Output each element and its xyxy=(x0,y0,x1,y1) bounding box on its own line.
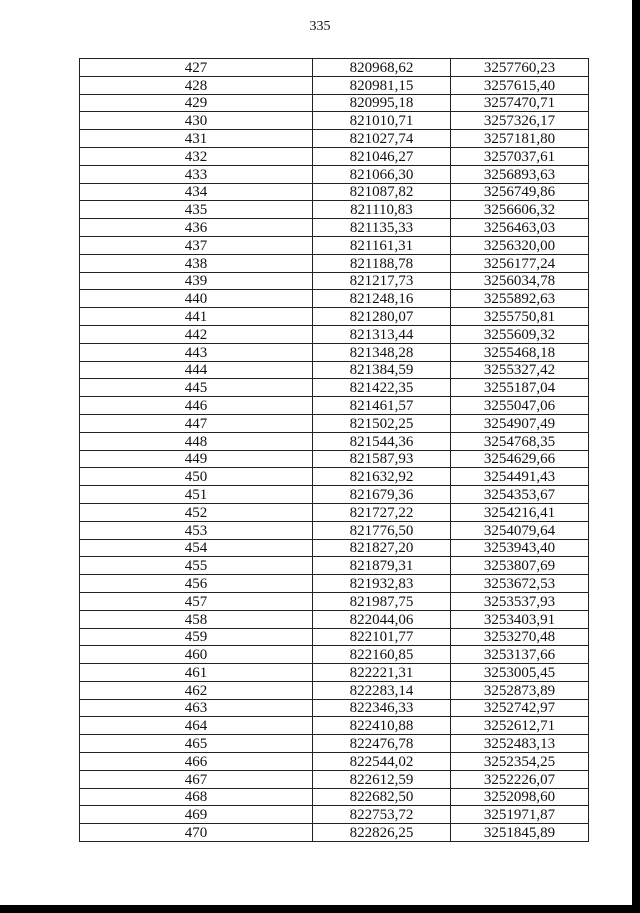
point-number-cell: 436 xyxy=(80,219,313,237)
table-row xyxy=(80,325,589,343)
table-row xyxy=(80,486,589,504)
x-coordinate-cell: 821502,25 xyxy=(313,414,451,432)
table-row xyxy=(80,165,589,183)
x-coordinate-cell: 821010,71 xyxy=(313,112,451,130)
table-row xyxy=(80,539,589,557)
point-number-cell: 428 xyxy=(80,76,313,94)
y-coordinate-cell: 3252742,97 xyxy=(451,699,589,717)
x-coordinate-cell: 820981,15 xyxy=(313,76,451,94)
y-coordinate-cell: 3257181,80 xyxy=(451,130,589,148)
point-number-cell: 449 xyxy=(80,450,313,468)
point-number-cell: 443 xyxy=(80,343,313,361)
x-coordinate-cell: 821727,22 xyxy=(313,503,451,521)
table-row xyxy=(80,699,589,717)
table-row xyxy=(80,753,589,771)
y-coordinate-cell: 3253537,93 xyxy=(451,592,589,610)
y-coordinate-cell: 3255327,42 xyxy=(451,361,589,379)
y-coordinate-cell: 3254629,66 xyxy=(451,450,589,468)
point-number-cell: 466 xyxy=(80,753,313,771)
point-number-cell: 470 xyxy=(80,824,313,842)
coordinates-table-body xyxy=(80,59,589,842)
table-row xyxy=(80,824,589,842)
table-row xyxy=(80,468,589,486)
point-number-cell: 427 xyxy=(80,59,313,77)
y-coordinate-cell: 3256034,78 xyxy=(451,272,589,290)
x-coordinate-cell: 821161,31 xyxy=(313,236,451,254)
x-coordinate-cell: 822612,59 xyxy=(313,770,451,788)
x-coordinate-cell: 822826,25 xyxy=(313,824,451,842)
y-coordinate-cell: 3257326,17 xyxy=(451,112,589,130)
point-number-cell: 432 xyxy=(80,147,313,165)
y-coordinate-cell: 3255892,63 xyxy=(451,290,589,308)
x-coordinate-cell: 821348,28 xyxy=(313,343,451,361)
x-coordinate-cell: 822682,50 xyxy=(313,788,451,806)
table-row xyxy=(80,806,589,824)
x-coordinate-cell: 821632,92 xyxy=(313,468,451,486)
x-coordinate-cell: 820995,18 xyxy=(313,94,451,112)
table-row xyxy=(80,770,589,788)
y-coordinate-cell: 3255468,18 xyxy=(451,343,589,361)
x-coordinate-cell: 821188,78 xyxy=(313,254,451,272)
y-coordinate-cell: 3254079,64 xyxy=(451,521,589,539)
table-row xyxy=(80,343,589,361)
point-number-cell: 441 xyxy=(80,308,313,326)
y-coordinate-cell: 3252354,25 xyxy=(451,753,589,771)
x-coordinate-cell: 821384,59 xyxy=(313,361,451,379)
table-row xyxy=(80,735,589,753)
y-coordinate-cell: 3255609,32 xyxy=(451,325,589,343)
point-number-cell: 463 xyxy=(80,699,313,717)
y-coordinate-cell: 3253137,66 xyxy=(451,646,589,664)
y-coordinate-cell: 3254907,49 xyxy=(451,414,589,432)
y-coordinate-cell: 3254768,35 xyxy=(451,432,589,450)
x-coordinate-cell: 821110,83 xyxy=(313,201,451,219)
x-coordinate-cell: 822044,06 xyxy=(313,610,451,628)
y-coordinate-cell: 3253807,69 xyxy=(451,557,589,575)
table-row xyxy=(80,76,589,94)
y-coordinate-cell: 3251971,87 xyxy=(451,806,589,824)
point-number-cell: 447 xyxy=(80,414,313,432)
table-row xyxy=(80,717,589,735)
x-coordinate-cell: 821280,07 xyxy=(313,308,451,326)
table-row xyxy=(80,59,589,77)
point-number-cell: 464 xyxy=(80,717,313,735)
table-row xyxy=(80,432,589,450)
y-coordinate-cell: 3257760,23 xyxy=(451,59,589,77)
table-row xyxy=(80,290,589,308)
table-row xyxy=(80,450,589,468)
table-row xyxy=(80,414,589,432)
point-number-cell: 452 xyxy=(80,503,313,521)
y-coordinate-cell: 3256177,24 xyxy=(451,254,589,272)
table-row xyxy=(80,592,589,610)
y-coordinate-cell: 3254491,43 xyxy=(451,468,589,486)
x-coordinate-cell: 822410,88 xyxy=(313,717,451,735)
point-number-cell: 445 xyxy=(80,379,313,397)
y-coordinate-cell: 3251845,89 xyxy=(451,824,589,842)
table-row xyxy=(80,503,589,521)
table-row xyxy=(80,575,589,593)
table-row xyxy=(80,646,589,664)
point-number-cell: 455 xyxy=(80,557,313,575)
x-coordinate-cell: 821827,20 xyxy=(313,539,451,557)
x-coordinate-cell: 822283,14 xyxy=(313,681,451,699)
point-number-cell: 442 xyxy=(80,325,313,343)
point-number-cell: 437 xyxy=(80,236,313,254)
y-coordinate-cell: 3256893,63 xyxy=(451,165,589,183)
x-coordinate-cell: 822346,33 xyxy=(313,699,451,717)
point-number-cell: 433 xyxy=(80,165,313,183)
x-coordinate-cell: 821066,30 xyxy=(313,165,451,183)
table-row xyxy=(80,130,589,148)
y-coordinate-cell: 3252483,13 xyxy=(451,735,589,753)
x-coordinate-cell: 821932,83 xyxy=(313,575,451,593)
x-coordinate-cell: 821135,33 xyxy=(313,219,451,237)
y-coordinate-cell: 3253943,40 xyxy=(451,539,589,557)
x-coordinate-cell: 822101,77 xyxy=(313,628,451,646)
x-coordinate-cell: 821248,16 xyxy=(313,290,451,308)
y-coordinate-cell: 3253672,53 xyxy=(451,575,589,593)
table-row xyxy=(80,664,589,682)
y-coordinate-cell: 3256463,03 xyxy=(451,219,589,237)
table-row xyxy=(80,236,589,254)
table-row xyxy=(80,308,589,326)
point-number-cell: 456 xyxy=(80,575,313,593)
x-coordinate-cell: 822476,78 xyxy=(313,735,451,753)
y-coordinate-cell: 3254353,67 xyxy=(451,486,589,504)
page-number: 335 xyxy=(309,19,331,34)
y-coordinate-cell: 3256320,00 xyxy=(451,236,589,254)
point-number-cell: 453 xyxy=(80,521,313,539)
point-number-cell: 440 xyxy=(80,290,313,308)
y-coordinate-cell: 3252226,07 xyxy=(451,770,589,788)
y-coordinate-cell: 3253403,91 xyxy=(451,610,589,628)
point-number-cell: 469 xyxy=(80,806,313,824)
point-number-cell: 431 xyxy=(80,130,313,148)
table-row xyxy=(80,183,589,201)
point-number-cell: 457 xyxy=(80,592,313,610)
x-coordinate-cell: 821046,27 xyxy=(313,147,451,165)
x-coordinate-cell: 822753,72 xyxy=(313,806,451,824)
y-coordinate-cell: 3253270,48 xyxy=(451,628,589,646)
table-row xyxy=(80,254,589,272)
x-coordinate-cell: 820968,62 xyxy=(313,59,451,77)
point-number-cell: 458 xyxy=(80,610,313,628)
y-coordinate-cell: 3255750,81 xyxy=(451,308,589,326)
point-number-cell: 467 xyxy=(80,770,313,788)
point-number-cell: 468 xyxy=(80,788,313,806)
y-coordinate-cell: 3257470,71 xyxy=(451,94,589,112)
x-coordinate-cell: 821087,82 xyxy=(313,183,451,201)
y-coordinate-cell: 3252098,60 xyxy=(451,788,589,806)
point-number-cell: 461 xyxy=(80,664,313,682)
table-row xyxy=(80,94,589,112)
point-number-cell: 454 xyxy=(80,539,313,557)
table-row xyxy=(80,681,589,699)
point-number-cell: 460 xyxy=(80,646,313,664)
y-coordinate-cell: 3254216,41 xyxy=(451,503,589,521)
table-row xyxy=(80,397,589,415)
point-number-cell: 465 xyxy=(80,735,313,753)
x-coordinate-cell: 822544,02 xyxy=(313,753,451,771)
x-coordinate-cell: 821587,93 xyxy=(313,450,451,468)
y-coordinate-cell: 3257615,40 xyxy=(451,76,589,94)
table-row xyxy=(80,379,589,397)
x-coordinate-cell: 821027,74 xyxy=(313,130,451,148)
x-coordinate-cell: 822160,85 xyxy=(313,646,451,664)
table-row xyxy=(80,219,589,237)
y-coordinate-cell: 3252612,71 xyxy=(451,717,589,735)
table-row xyxy=(80,112,589,130)
table-row xyxy=(80,361,589,379)
point-number-cell: 462 xyxy=(80,681,313,699)
table-row xyxy=(80,272,589,290)
table-row xyxy=(80,557,589,575)
y-coordinate-cell: 3256606,32 xyxy=(451,201,589,219)
table-row xyxy=(80,788,589,806)
point-number-cell: 450 xyxy=(80,468,313,486)
coordinates-table xyxy=(79,58,589,842)
point-number-cell: 439 xyxy=(80,272,313,290)
table-row xyxy=(80,201,589,219)
point-number-cell: 459 xyxy=(80,628,313,646)
table-row xyxy=(80,147,589,165)
point-number-cell: 444 xyxy=(80,361,313,379)
y-coordinate-cell: 3257037,61 xyxy=(451,147,589,165)
x-coordinate-cell: 821679,36 xyxy=(313,486,451,504)
point-number-cell: 438 xyxy=(80,254,313,272)
x-coordinate-cell: 821544,36 xyxy=(313,432,451,450)
point-number-cell: 451 xyxy=(80,486,313,504)
point-number-cell: 434 xyxy=(80,183,313,201)
table-row xyxy=(80,628,589,646)
y-coordinate-cell: 3256749,86 xyxy=(451,183,589,201)
point-number-cell: 448 xyxy=(80,432,313,450)
table-row xyxy=(80,521,589,539)
y-coordinate-cell: 3253005,45 xyxy=(451,664,589,682)
x-coordinate-cell: 821313,44 xyxy=(313,325,451,343)
point-number-cell: 430 xyxy=(80,112,313,130)
y-coordinate-cell: 3255187,04 xyxy=(451,379,589,397)
y-coordinate-cell: 3252873,89 xyxy=(451,681,589,699)
x-coordinate-cell: 822221,31 xyxy=(313,664,451,682)
x-coordinate-cell: 821217,73 xyxy=(313,272,451,290)
y-coordinate-cell: 3255047,06 xyxy=(451,397,589,415)
table-row xyxy=(80,610,589,628)
x-coordinate-cell: 821422,35 xyxy=(313,379,451,397)
x-coordinate-cell: 821776,50 xyxy=(313,521,451,539)
point-number-cell: 446 xyxy=(80,397,313,415)
x-coordinate-cell: 821461,57 xyxy=(313,397,451,415)
point-number-cell: 435 xyxy=(80,201,313,219)
point-number-cell: 429 xyxy=(80,94,313,112)
x-coordinate-cell: 821879,31 xyxy=(313,557,451,575)
x-coordinate-cell: 821987,75 xyxy=(313,592,451,610)
